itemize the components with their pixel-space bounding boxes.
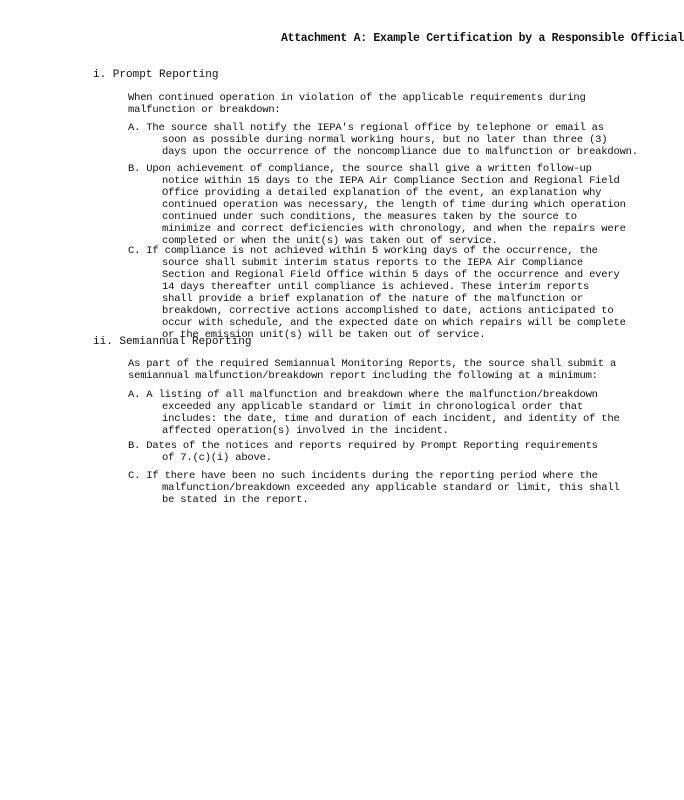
item-line: continued under such conditions, the measures taken by the source to	[162, 211, 577, 223]
item-prompt-b	[128, 163, 626, 247]
item-line: 14 days thereafter until compliance is achieved. These interim reports	[162, 281, 590, 293]
section-intro-prompt	[128, 92, 586, 116]
item-line: Section and Regional Field Office within 5 days of the occurrence and every	[162, 269, 620, 281]
item-line: A. The source shall notify the IEPA's regional office by telephone or email as	[128, 122, 604, 134]
item-prompt-a	[128, 122, 638, 158]
item-line: B. Upon achievement of compliance, the source shall give a written follow-up	[128, 163, 592, 175]
item-semiannual-a	[128, 389, 620, 437]
item-line: completed or when the unit(s) was taken out of service.	[162, 235, 498, 247]
item-line: notice within 15 days to the IEPA Air Compliance Section and Regional Field	[162, 175, 620, 187]
section-heading-semiannual-reporting: ii. Semiannual Reporting	[93, 336, 252, 348]
item-line: includes: the date, time and duration of each incident, and identity of the	[162, 413, 620, 425]
section-heading-prompt-reporting: i. Prompt Reporting	[93, 69, 219, 81]
page-header: Attachment A: Example Certification by a Responsible Official	[281, 32, 684, 45]
item-line: Office providing a detailed explanation of the event, an explanation why	[162, 187, 602, 199]
item-line: source shall submit interim status reports to the IEPA Air Compliance	[162, 257, 583, 269]
item-line: or the emission unit(s) will be taken out of service.	[162, 329, 486, 341]
item-line: affected operation(s) involved in the incident.	[162, 425, 449, 437]
item-line: occur with schedule, and the expected date on which repairs will be complete	[162, 317, 626, 329]
item-line: malfunction/breakdown exceeded any applicable standard or limit, this shall	[162, 482, 620, 494]
item-line: B. Dates of the notices and reports required by Prompt Reporting requirements	[128, 440, 598, 452]
intro-line: When continued operation in violation of the applicable requirements during	[128, 92, 586, 104]
item-semiannual-c	[128, 470, 620, 506]
item-line: be stated in the report.	[162, 494, 309, 506]
item-line: shall provide a brief explanation of the nature of the malfunction or	[162, 293, 583, 305]
item-line: continued operation was necessary, the length of time during which operation	[162, 199, 626, 211]
item-line: soon as possible during normal working hours, but no later than three (3)	[162, 134, 608, 146]
item-line: of 7.(c)(i) above.	[162, 452, 272, 464]
intro-line: malfunction or breakdown:	[128, 104, 281, 116]
section-intro-semiannual	[128, 358, 616, 382]
item-line: C. If there have been no such incidents during the reporting period where the	[128, 470, 598, 482]
item-line: breakdown, corrective actions accomplished to date, actions anticipated to	[162, 305, 614, 317]
intro-line: As part of the required Semiannual Monitoring Reports, the source shall submit a	[128, 358, 617, 370]
item-line: minimize and correct deficiencies with chronology, and when the repairs were	[162, 223, 626, 235]
item-prompt-c	[128, 245, 626, 341]
item-semiannual-b	[128, 440, 598, 464]
intro-line: semiannual malfunction/breakdown report including the following at a minimum:	[128, 370, 598, 382]
item-line: A. A listing of all malfunction and breakdown where the malfunction/breakdown	[128, 389, 598, 401]
item-line: C. If compliance is not achieved within 5 working days of the occurrence, the	[128, 245, 598, 257]
item-line: exceeded any applicable standard or limit in chronological order that	[162, 401, 583, 413]
item-line: days upon the occurrence of the noncompliance due to malfunction or breakdown.	[162, 146, 638, 158]
